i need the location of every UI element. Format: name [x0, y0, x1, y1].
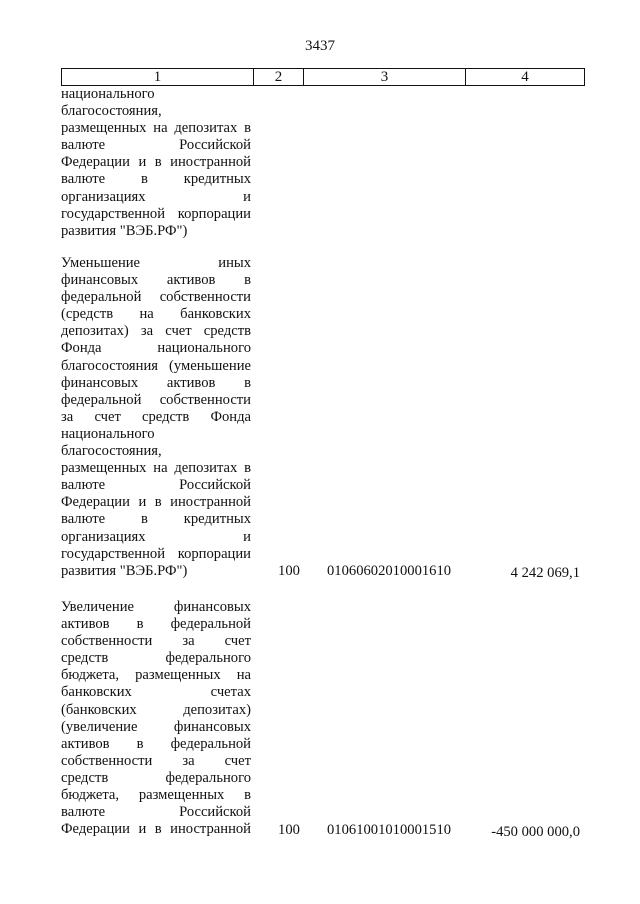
description-line: валюте Российской [61, 477, 251, 494]
description-line: развития "ВЭБ.РФ") [61, 222, 188, 239]
description-line: валюте Российской [61, 804, 251, 821]
description-line: за счет средств Фонда [61, 408, 251, 425]
description-line: организациях и [61, 188, 251, 205]
description-line: благосостояния (уменьшение [61, 357, 251, 374]
row-description [61, 255, 251, 580]
description-line: собственности за счет [61, 633, 251, 650]
description-line: бюджета, размещенных в [61, 787, 251, 804]
row-description [61, 599, 251, 838]
description-line: национального [61, 425, 155, 442]
description-line: (банковских депозитах) [61, 701, 251, 718]
description-line: Федерации и в иностранной [61, 821, 251, 838]
description-line: (увеличение финансовых [61, 718, 251, 735]
description-line: Уменьшение иных [61, 255, 251, 271]
column-header-2: 2 [254, 69, 304, 86]
description-line: федеральной собственности [61, 391, 251, 408]
code-value: 100 [278, 822, 300, 838]
page-number: 3437 [305, 38, 335, 54]
budget-classification-code: 01061001010001510 [327, 822, 452, 838]
column-header-4: 4 [466, 69, 585, 86]
description-line: (средств на банковских [61, 306, 251, 323]
description-line: организациях и [61, 528, 251, 545]
row-description [61, 86, 251, 240]
description-line: валюте Российской [61, 137, 251, 154]
column-header-3: 3 [304, 69, 466, 86]
description-line: развития "ВЭБ.РФ") [61, 562, 188, 579]
description-line: Фонда национального [61, 340, 251, 357]
description-line: валюте в кредитных [61, 171, 251, 188]
description-line: финансовых активов в [61, 272, 251, 289]
description-line: благосостояния, [61, 103, 162, 120]
description-line: размещенных на депозитах в [61, 460, 251, 477]
description-line: размещенных на депозитах в [61, 120, 251, 137]
description-line: Увеличение финансовых [61, 599, 251, 615]
description-line: депозитах) за счет средств [61, 323, 251, 340]
description-line: активов в федеральной [61, 616, 251, 633]
description-line: государственной корпорации [61, 545, 251, 562]
description-line: средств федерального [61, 650, 251, 667]
description-line: государственной корпорации [61, 205, 251, 222]
description-line: национального [61, 86, 155, 102]
description-line: бюджета, размещенных на [61, 667, 251, 684]
description-line: валюте в кредитных [61, 511, 251, 528]
amount-value: 4 242 069,1 [510, 565, 580, 581]
description-line: благосостояния, [61, 443, 162, 460]
description-line: финансовых активов в [61, 374, 251, 391]
description-line: Федерации и в иностранной [61, 494, 251, 511]
description-line: средств федерального [61, 769, 251, 786]
code-value: 100 [278, 563, 300, 579]
description-line: Федерации и в иностранной [61, 154, 251, 171]
column-header-1: 1 [62, 69, 254, 86]
description-line: банковских счетах [61, 684, 251, 701]
column-header-row [61, 68, 585, 86]
budget-classification-code: 01060602010001610 [327, 563, 452, 579]
description-line: активов в федеральной [61, 735, 251, 752]
amount-value: -450 000 000,0 [491, 824, 580, 840]
description-line: федеральной собственности [61, 289, 251, 306]
description-line: собственности за счет [61, 752, 251, 769]
